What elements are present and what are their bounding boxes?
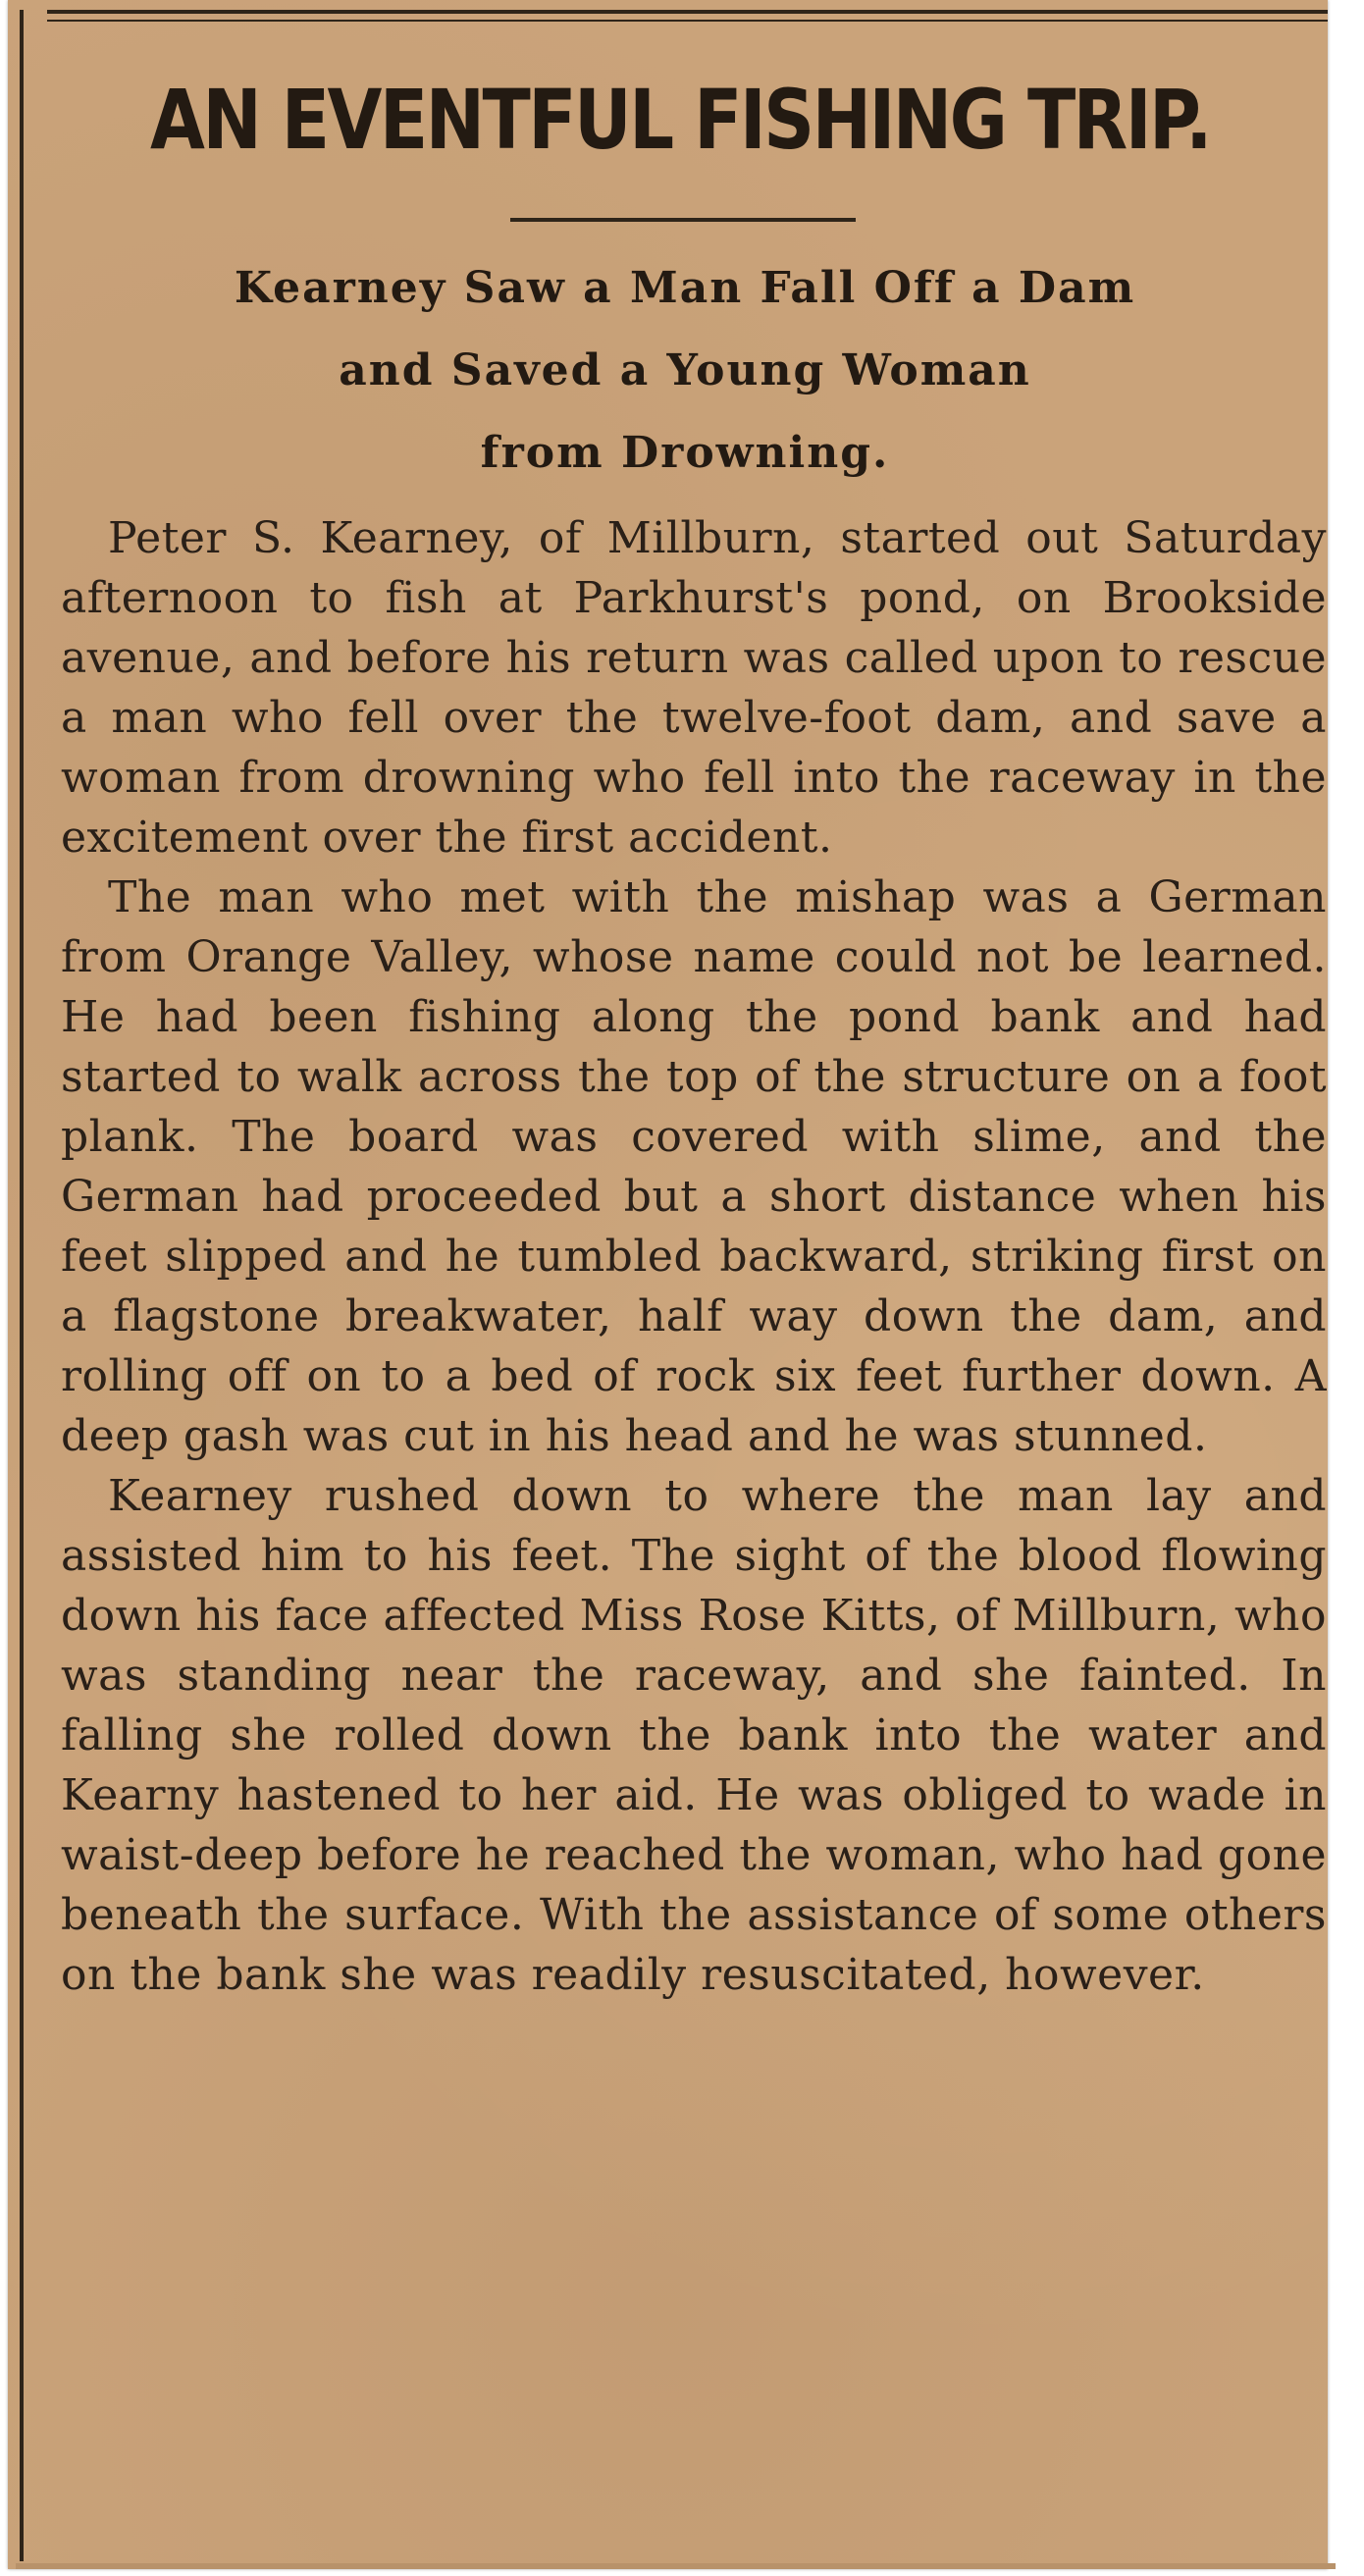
left-column-rule xyxy=(20,10,24,2561)
subheadline xyxy=(47,247,1323,495)
bottom-edge xyxy=(16,2563,1336,2569)
paragraph: The man who met with the mishap was a German from Orange Valley, whose name could not be learned. He had been fishing along the pond bank and had started to walk across the top of the structure on a foot plank. The board was covered with slime, and the German had proceeded but a short distance when his feet slipped and he tumbled backward, striking first on a flagstone breakwater, half way down the dam, and rolling off on to a bed of rock six feet further down. A deep gash was cut in his head and he was stunned. xyxy=(61,872,1327,1461)
newspaper-clipping xyxy=(8,0,1328,2569)
subheadline-line: Kearney Saw a Man Fall Off a Dam xyxy=(234,263,1136,313)
subheadline-line: and Saved a Young Woman xyxy=(339,345,1031,395)
headline-divider xyxy=(510,218,856,222)
paragraph: Peter S. Kearney, of Millburn, started out Saturday afternoon to fish at Parkhurst's pond, on Brookside avenue, and before his return was called upon to rescue a man who fell over the twelve-foot dam, and save a woman from drowning who fell into the raceway in the excitement over the first accident. xyxy=(61,513,1327,863)
subheadline-line: from Drowning. xyxy=(480,428,890,478)
top-rule-thin xyxy=(47,20,1328,22)
headline: AN EVENTFUL FISHING TRIP. xyxy=(150,72,1210,168)
paragraph: Kearney rushed down to where the man lay and assisted him to his feet. The sight of the blood flowing down his face affected Miss Rose Kitts, of Millburn, who was standing near the raceway, and she fainted. In falling she rolled down the bank into the water and Kearny hastened to her aid. He was obliged to wade in waist-deep before he reached the woman, who had gone beneath the surface. With the assistance of some others on the bank she was readily resuscitated, however. xyxy=(61,1471,1327,2000)
top-rule xyxy=(47,10,1328,14)
article-body xyxy=(61,508,1327,2005)
